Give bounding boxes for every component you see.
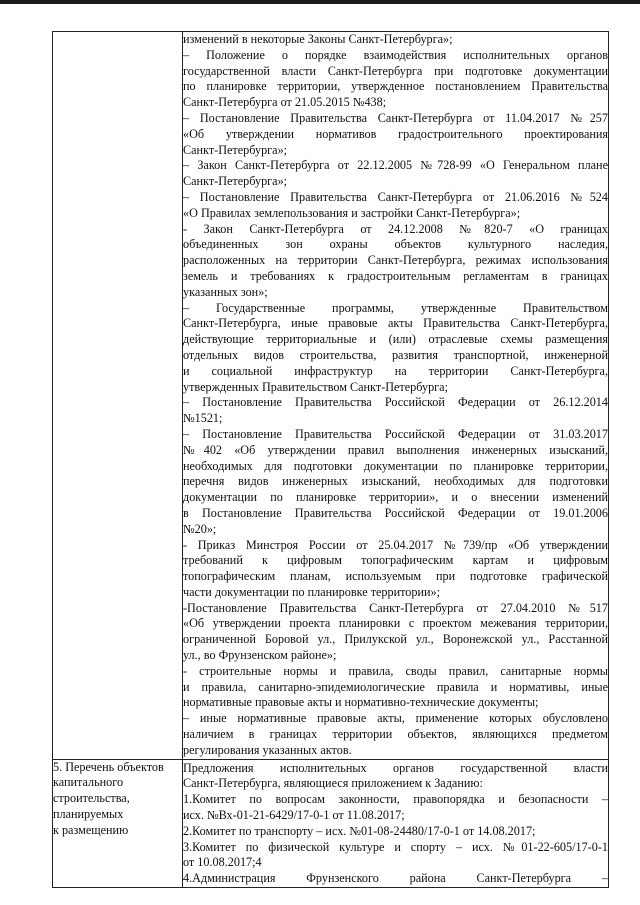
text-line: – Постановление Правительства Санкт-Петербурга от 21.06.2016 №524 xyxy=(183,189,608,204)
text-line: «О Правилах землепользования и застройки Санкт-Петербурга»; xyxy=(183,205,521,220)
text-line: №20»; xyxy=(183,521,217,536)
text-line: ограниченной Боровой ул., Прилукской ул., Воронежской ул., Расстанной xyxy=(183,632,608,647)
text-line: исх. №Вх-01-21-6429/17-0-1 от 11.08.2017; xyxy=(183,808,405,823)
text-line: Предложения исполнительных органов государственной власти xyxy=(183,760,608,775)
text-line: – Постановление Правительства Санкт-Петербурга от 11.04.2017 №257 xyxy=(183,110,608,125)
text-line: по планировке территории, утвержденное постановлением Правительства xyxy=(183,79,608,94)
text-line: нормативные правовые акты и нормативно-технические документы; xyxy=(183,695,539,710)
text-line: требований к цифровым топографическим картам и цифровым xyxy=(183,553,608,568)
text-line: от 10.08.2017;4 xyxy=(183,855,262,870)
text-line: Санкт-Петербурга, иные правовые акты Правительства Санкт-Петербурга, xyxy=(183,316,608,331)
section-label-line: строительства, xyxy=(53,791,130,806)
text-line: наличием в границах территории объектов, являющихся предметом xyxy=(183,727,608,742)
table-row xyxy=(53,32,609,760)
text-line: регулирования указанных актов. xyxy=(183,742,352,757)
text-line: 2.Комитет по транспорту – исх. №01-08-24480/17-0-1 от 14.08.2017; xyxy=(183,823,536,838)
text-line: объединенных зон охраны объектов культурного наследия, xyxy=(183,237,608,252)
text-line: отдельных видов строительства, развития транспортной, инженерной xyxy=(183,347,608,362)
text-line: – иные нормативные правовые акты, применение которых обусловлено xyxy=(183,711,608,726)
text-line: в Постановление Правительства Российской Федерации от 19.01.2006 xyxy=(183,505,608,520)
text-line: топографическим планам, используемым при подготовке графической xyxy=(183,569,608,584)
text-line: «Об утверждении нормативов градостроительного проектирования xyxy=(183,126,608,141)
section-label-line: к размещению xyxy=(53,822,129,837)
document-table xyxy=(52,31,609,888)
text-line: – Закон Санкт-Петербурга от 22.12.2005 №728-99 «О Генеральном плане xyxy=(183,158,608,173)
text-line: – Постановление Правительства Российской Федерации от 31.03.2017 xyxy=(183,426,608,441)
text-line: – Постановление Правительства Российской Федерации от 26.12.2014 xyxy=(183,395,608,410)
section-label-line: капитального xyxy=(53,775,124,790)
text-line: изменений в некоторые Законы Санкт-Петербурга»; xyxy=(183,32,453,46)
text-line: ул., во Фрунзенском районе»; xyxy=(183,648,337,663)
text-line: части документации по планировке территории»; xyxy=(183,584,441,599)
table-row xyxy=(53,759,609,887)
text-line: – Положение о порядке взаимодействия исполнительных органов xyxy=(183,47,608,62)
regulations-list-cell xyxy=(183,32,609,760)
text-line: действующие территориальные и (или) отраслевые схемы размещения xyxy=(183,332,608,347)
text-line: 3.Комитет по физической культуре и спорту – исх. №01-22-605/17-0-1 xyxy=(183,839,608,854)
text-line: 4.Администрация Фрунзенского района Санкт-Петербурга – xyxy=(183,871,608,886)
section-label-cell xyxy=(53,759,183,887)
text-line: указанных зон»; xyxy=(183,284,268,299)
text-line: документации по планировке территории», и о внесении изменений xyxy=(183,490,608,505)
text-line: - Приказ Минстроя России от 25.04.2017 №739/пр «Об утверждении xyxy=(183,537,608,552)
text-line: Санкт-Петербурга, являющиеся приложением к Заданию: xyxy=(183,776,483,791)
text-line: земель и требованиях к градостроительным регламентам в границах xyxy=(183,268,608,283)
text-line: Санкт-Петербурга»; xyxy=(183,142,288,157)
text-line: - Закон Санкт-Петербурга от 24.12.2008 №820-7 «О границах xyxy=(183,221,608,236)
text-line: №402 «Об утверждении правил выполнения инженерных изысканий, xyxy=(183,442,608,457)
text-line: утвержденных Правительством Санкт-Петербурга; xyxy=(183,379,448,394)
text-line: - строительные нормы и правила, своды правил, санитарные нормы xyxy=(183,663,608,678)
section-label-line: планируемых xyxy=(53,807,124,822)
text-line: необходимых для подготовки документации по планировке территории, xyxy=(183,458,608,473)
text-line: – Государственные программы, утвержденные Правительством xyxy=(183,300,608,315)
section-label-line: 5. Перечень объектов xyxy=(53,759,164,774)
text-line: расположенных на территории Санкт-Петербурга, режимах использования xyxy=(183,253,608,268)
text-line: и правила, санитарно-эпидемиологические правила и нормативы, иные xyxy=(183,679,608,694)
left-cell-empty xyxy=(53,32,183,760)
text-line: Санкт-Петербурга от 21.05.2015 №438; xyxy=(183,95,387,110)
top-border-line xyxy=(0,0,640,4)
text-line: и социальной инфраструктур на территории Санкт-Петербурга, xyxy=(183,363,608,378)
text-line: перечня видов инженерных изысканий, необходимых для подготовки xyxy=(183,474,608,489)
proposals-cell xyxy=(183,759,609,887)
text-line: №1521; xyxy=(183,411,223,426)
text-line: -Постановление Правительства Санкт-Петербурга от 27.04.2010 №517 xyxy=(183,600,608,615)
text-line: Санкт-Петербурга»; xyxy=(183,174,288,189)
text-line: государственной власти Санкт-Петербурга при подготовке документации xyxy=(183,63,608,78)
text-line: 1.Комитет по вопросам законности, правопорядка и безопасности – xyxy=(183,792,608,807)
text-line: «Об утверждении проекта планировки с проектом межевания территории, xyxy=(183,616,608,631)
